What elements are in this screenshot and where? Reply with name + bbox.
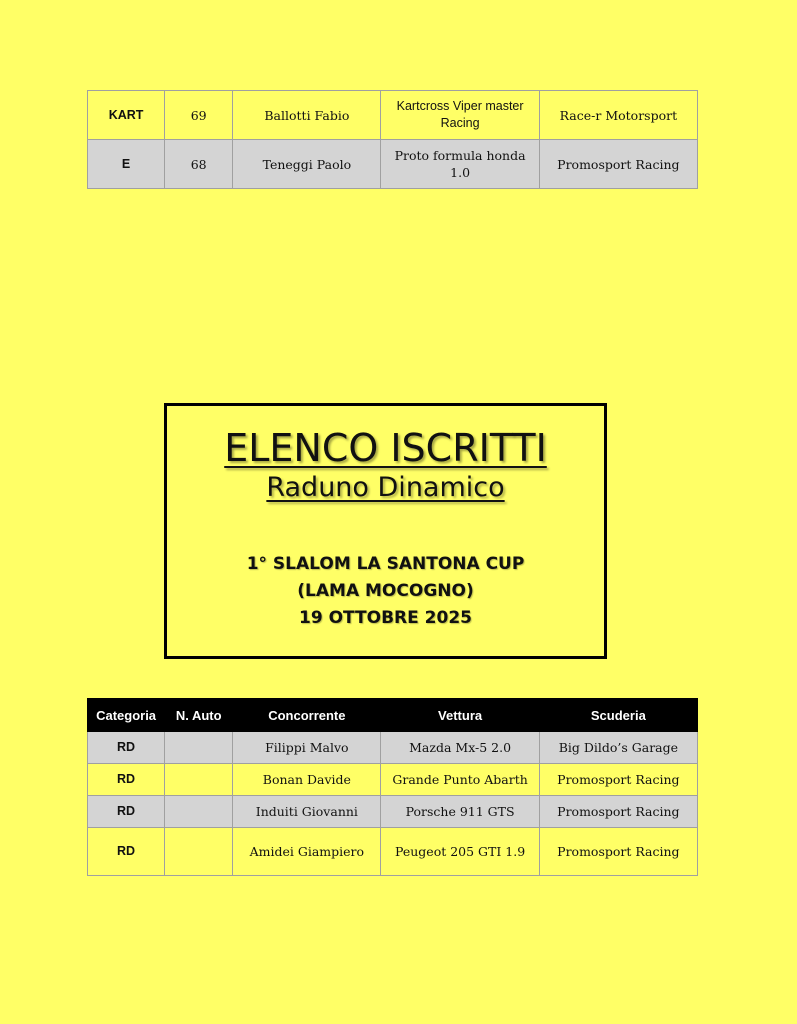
car-number-cell (165, 796, 233, 828)
event-name: 1° SLALOM LA SANTONA CUP (246, 554, 525, 574)
raduno-entries-table (87, 698, 698, 876)
table-row (88, 828, 698, 876)
competitor-cell: Induiti Giovanni (233, 796, 381, 828)
category-cell: RD (88, 796, 165, 828)
team-cell: Race-r Motorsport (539, 91, 697, 140)
team-cell: Promosport Racing (539, 796, 697, 828)
competitor-cell: Filippi Malvo (233, 732, 381, 764)
car-cell: Porsche 911 GTS (381, 796, 539, 828)
header-n-auto: N. Auto (165, 699, 233, 732)
car-cell: Grande Punto Abarth (381, 764, 539, 796)
car-cell: Proto formula honda 1.0 (381, 140, 539, 189)
car-number-cell (165, 764, 233, 796)
event-date: 19 OTTOBRE 2025 (299, 608, 472, 628)
team-cell: Promosport Racing (539, 828, 697, 876)
car-cell: Kartcross Viper master Racing (381, 91, 539, 140)
car-number-cell (165, 828, 233, 876)
header-categoria: Categoria (88, 699, 165, 732)
top-entries-table (87, 90, 698, 189)
event-title-box (164, 403, 607, 659)
table-row (88, 796, 698, 828)
category-cell: E (88, 140, 165, 189)
category-cell: RD (88, 764, 165, 796)
team-cell: Promosport Racing (539, 764, 697, 796)
page-subtitle: Raduno Dinamico (266, 472, 505, 503)
car-cell: Peugeot 205 GTI 1.9 (381, 828, 539, 876)
page-title: ELENCO ISCRITTI (224, 426, 547, 470)
category-cell: RD (88, 828, 165, 876)
car-cell: Mazda Mx-5 2.0 (381, 732, 539, 764)
header-vettura: Vettura (381, 699, 539, 732)
category-cell: RD (88, 732, 165, 764)
event-location: (LAMA MOCOGNO) (297, 581, 474, 601)
competitor-cell: Bonan Davide (233, 764, 381, 796)
table-row (88, 140, 698, 189)
table-header-row (88, 699, 698, 732)
competitor-cell: Teneggi Paolo (233, 140, 381, 189)
car-number-cell (165, 732, 233, 764)
table-row (88, 764, 698, 796)
table-row (88, 91, 698, 140)
competitor-cell: Amidei Giampiero (233, 828, 381, 876)
category-cell: KART (88, 91, 165, 140)
team-cell: Big Dildo’s Garage (539, 732, 697, 764)
car-number-cell: 69 (165, 91, 233, 140)
team-cell: Promosport Racing (539, 140, 697, 189)
header-concorrente: Concorrente (233, 699, 381, 732)
event-details (167, 551, 604, 632)
table-row (88, 732, 698, 764)
competitor-cell: Ballotti Fabio (233, 91, 381, 140)
header-scuderia: Scuderia (539, 699, 697, 732)
car-number-cell: 68 (165, 140, 233, 189)
